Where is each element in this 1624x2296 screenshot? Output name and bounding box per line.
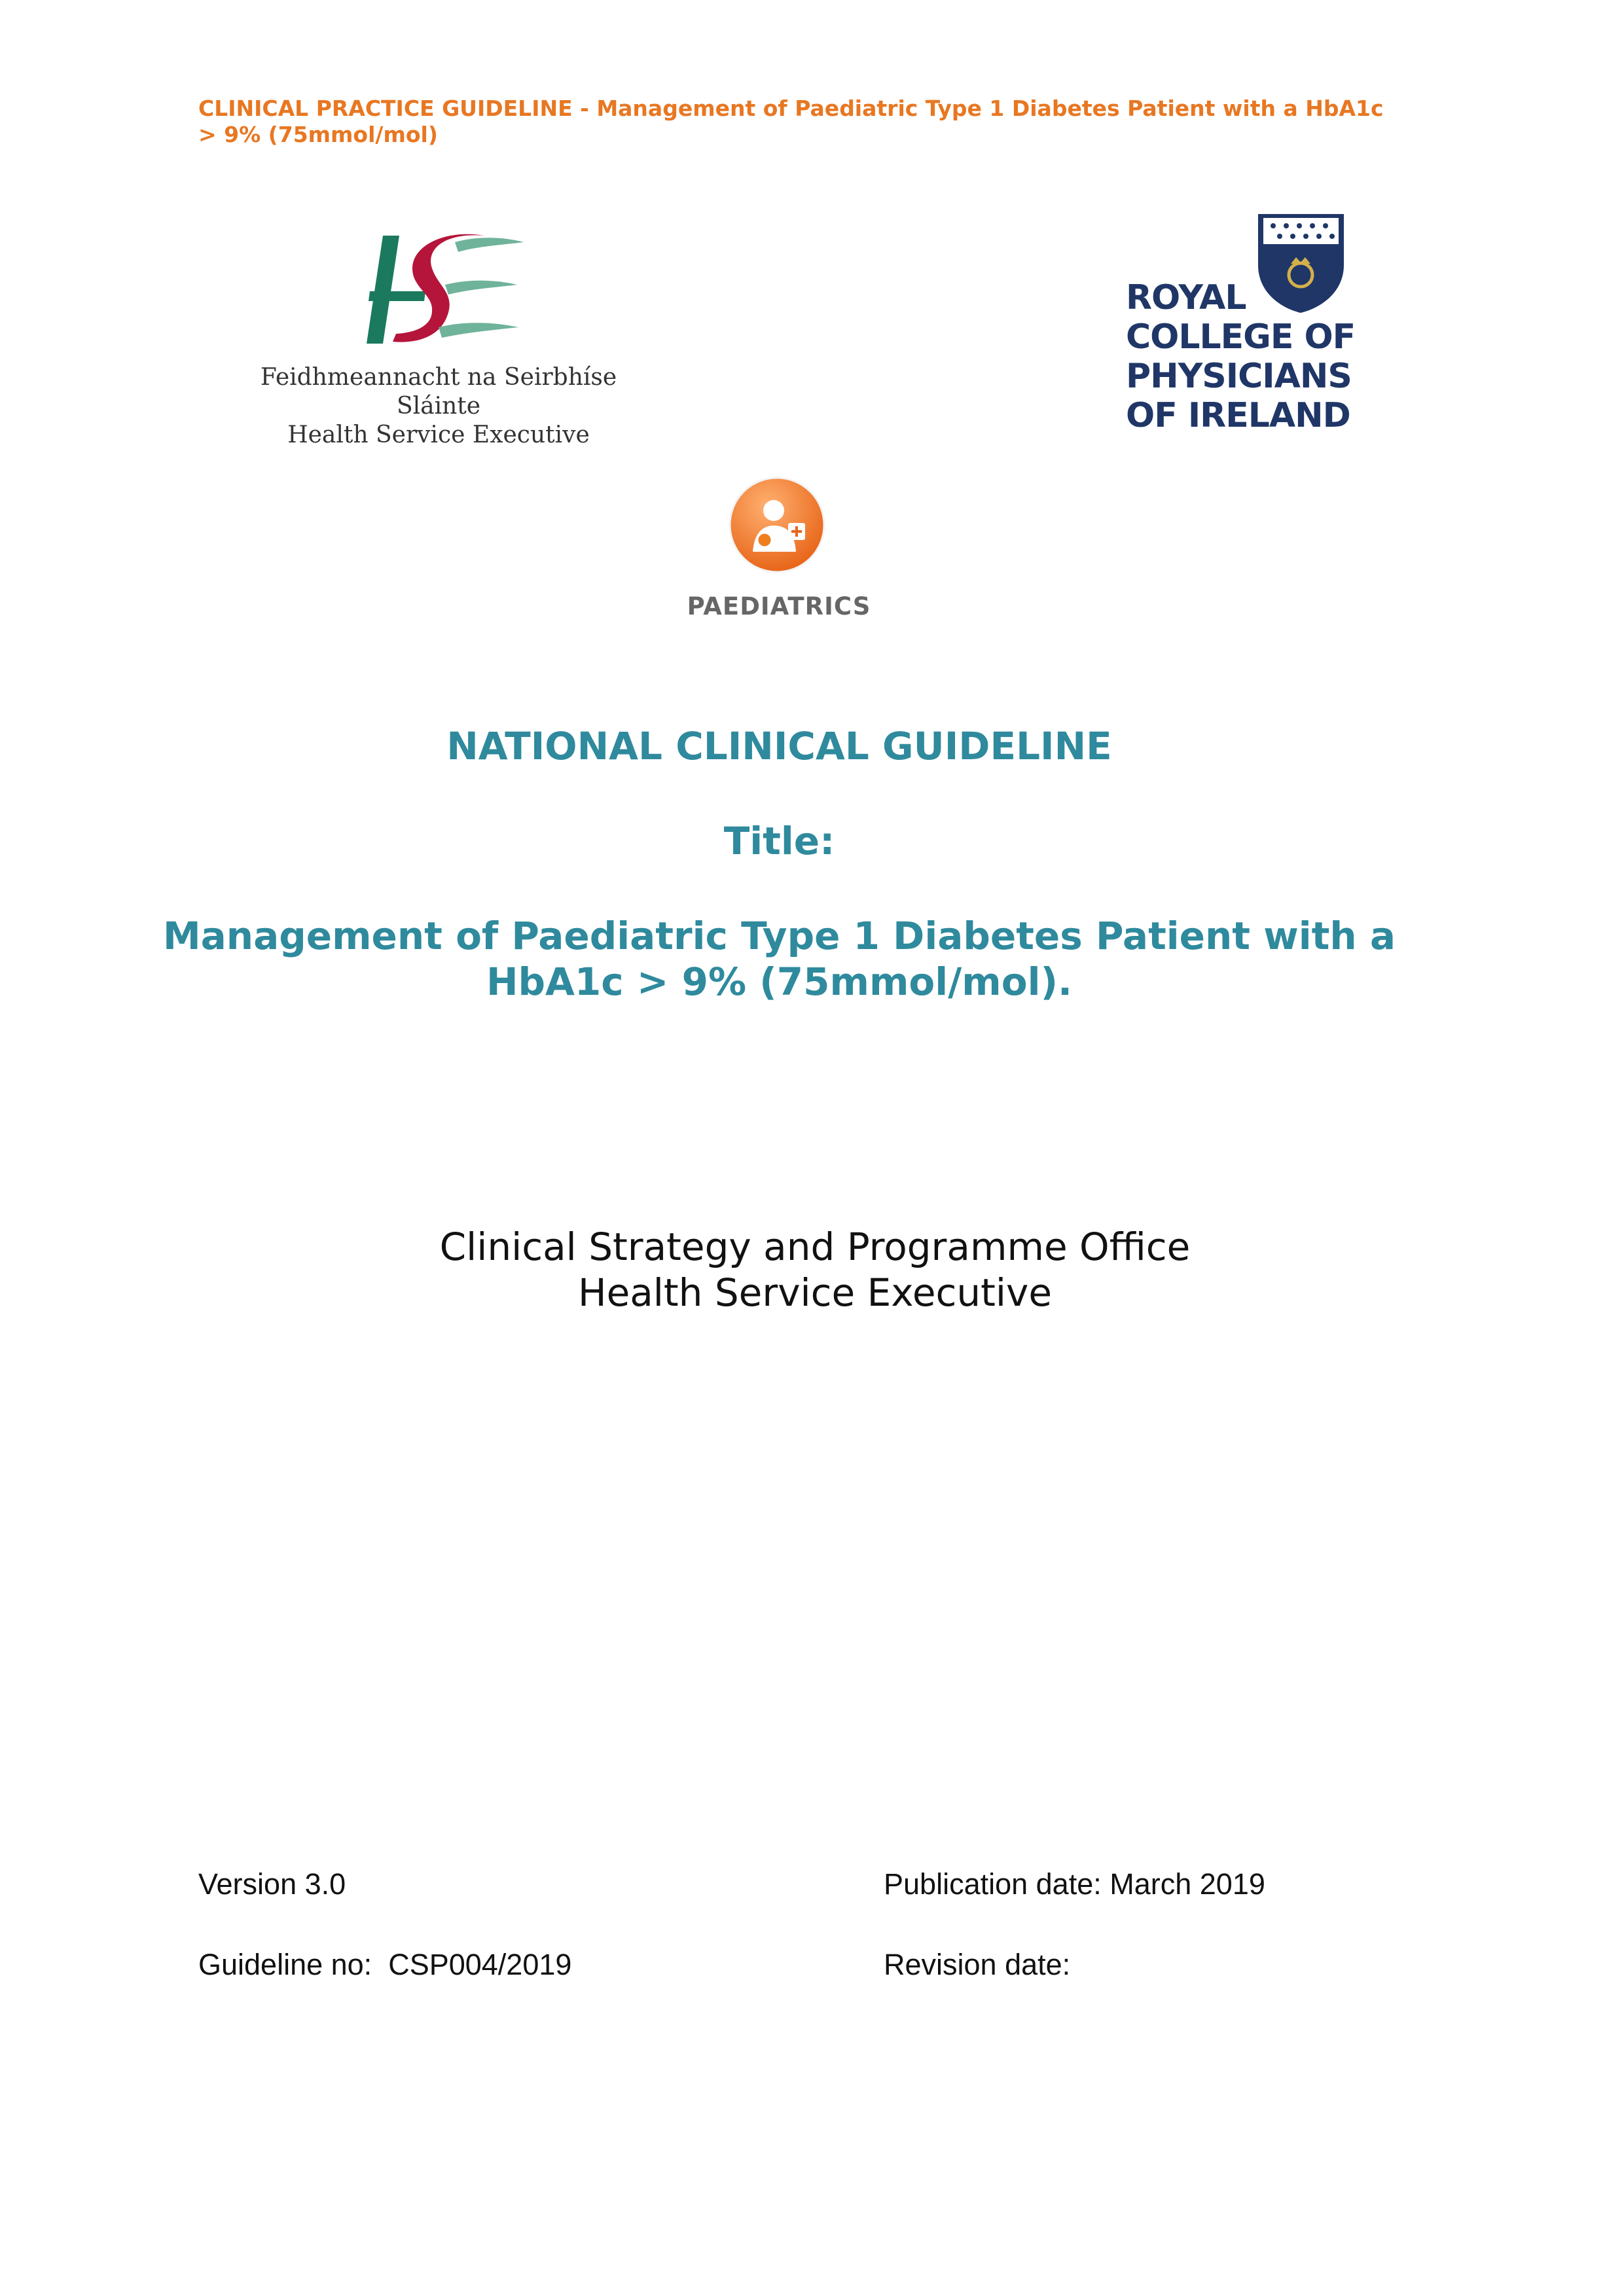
version-text: Version 3.0 (198, 1867, 346, 1901)
hse-logo (249, 223, 628, 448)
hse-logo-line-irish: Feidhmeannacht na Seirbhíse Sláinte (260, 364, 617, 420)
paediatrics-doctor-icon (727, 475, 828, 576)
hse-logo-mark-icon (347, 223, 543, 353)
issuing-office (406, 1224, 1224, 1316)
title-label: Title: (723, 819, 835, 863)
hse-logo-text (249, 363, 628, 450)
guideline-heading: NATIONAL CLINICAL GUIDELINE (446, 724, 1112, 768)
document-title: Management of Paediatric Type 1 Diabetes Patient with a HbA1c > 9% (75mmol/mol). (162, 914, 1396, 1004)
rcpi-line-1: ROYAL (1126, 278, 1246, 317)
paediatrics-label: PAEDIATRICS (687, 592, 871, 620)
paediatrics-logo (674, 475, 884, 632)
revision-date-text: Revision date: (884, 1948, 1071, 1981)
rcpi-logo (1126, 213, 1401, 439)
office-line-2: Health Service Executive (577, 1270, 1053, 1315)
publication-date-text: Publication date: March 2019 (884, 1867, 1265, 1901)
office-line-1: Clinical Strategy and Programme Office (439, 1225, 1191, 1269)
running-header: CLINICAL PRACTICE GUIDELINE - Management of Paediatric Type 1 Diabetes Patient with a HbA1c > 9% (75mmol/mol) (198, 96, 1384, 147)
hse-logo-line-english: Health Service Executive (287, 422, 590, 448)
rcpi-line-3: PHYSICIANS (1126, 357, 1352, 396)
rcpi-logo-text (1126, 278, 1355, 435)
rcpi-line-2: COLLEGE OF (1126, 317, 1356, 357)
guideline-number-text: Guideline no: CSP004/2019 (198, 1948, 572, 1981)
rcpi-line-4: OF IRELAND (1126, 396, 1350, 435)
